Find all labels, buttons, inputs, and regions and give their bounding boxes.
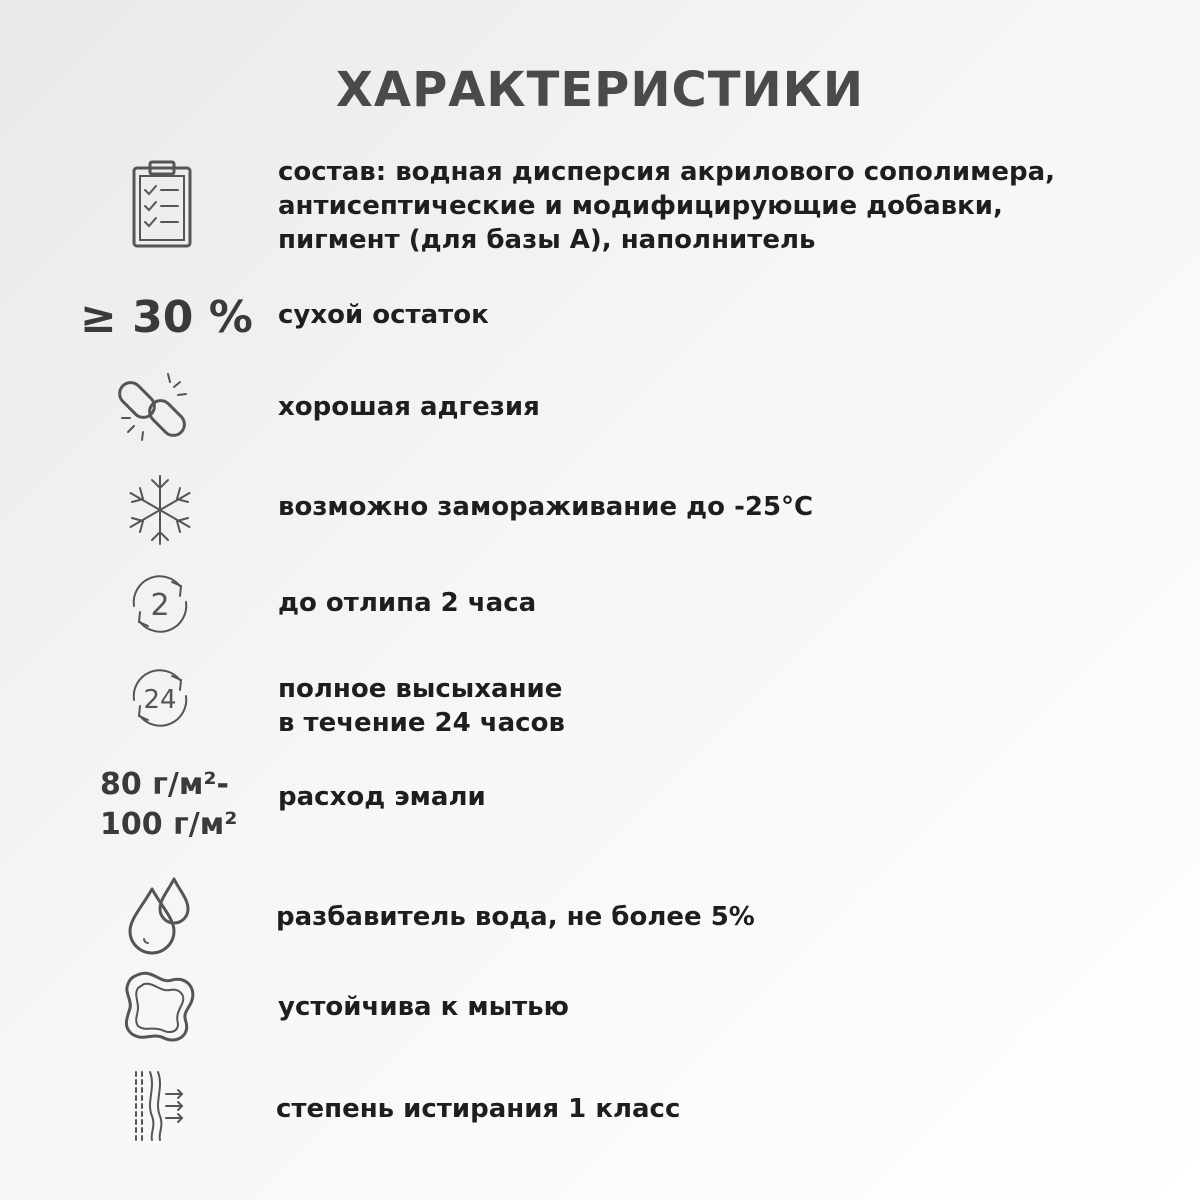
sponge-icon	[120, 966, 200, 1046]
freezing-text: возможно замораживание до -25°С	[278, 492, 814, 522]
snowflake-icon	[122, 472, 198, 548]
cycle-24-icon	[122, 660, 198, 736]
washable-text: устойчива к мытью	[278, 992, 569, 1022]
dry-residue-value: ≥ 30 %	[80, 292, 253, 343]
consumption-value: 80 г/м²- 100 г/м²	[100, 767, 238, 842]
adhesion-text: хорошая адгезия	[278, 392, 540, 422]
page-title: ХАРАКТЕРИСТИКИ	[335, 62, 865, 118]
svg-text:24: 24	[143, 685, 177, 715]
consumption-text: расход эмали	[278, 782, 486, 812]
svg-text:2: 2	[150, 588, 170, 623]
dry-residue-text: сухой остаток	[278, 300, 489, 330]
water-drops-icon	[122, 875, 198, 955]
clipboard-checklist-icon	[130, 160, 194, 250]
full-drying-text: полное высыхание в течение 24 часов	[278, 674, 565, 738]
thinner-text: разбавитель вода, не более 5%	[276, 902, 755, 932]
abrasion-text: степень истирания 1 класс	[276, 1094, 681, 1124]
cycle-2-icon	[122, 566, 198, 642]
abrasion-icon	[128, 1068, 192, 1144]
tack-free-text: до отлипа 2 часа	[278, 588, 537, 618]
chain-link-icon	[118, 370, 194, 446]
composition-text: состав: водная дисперсия акрилового сополимера, антисептические и модифицирующие добавки, пигмент (для базы А), наполнитель	[278, 157, 1056, 255]
